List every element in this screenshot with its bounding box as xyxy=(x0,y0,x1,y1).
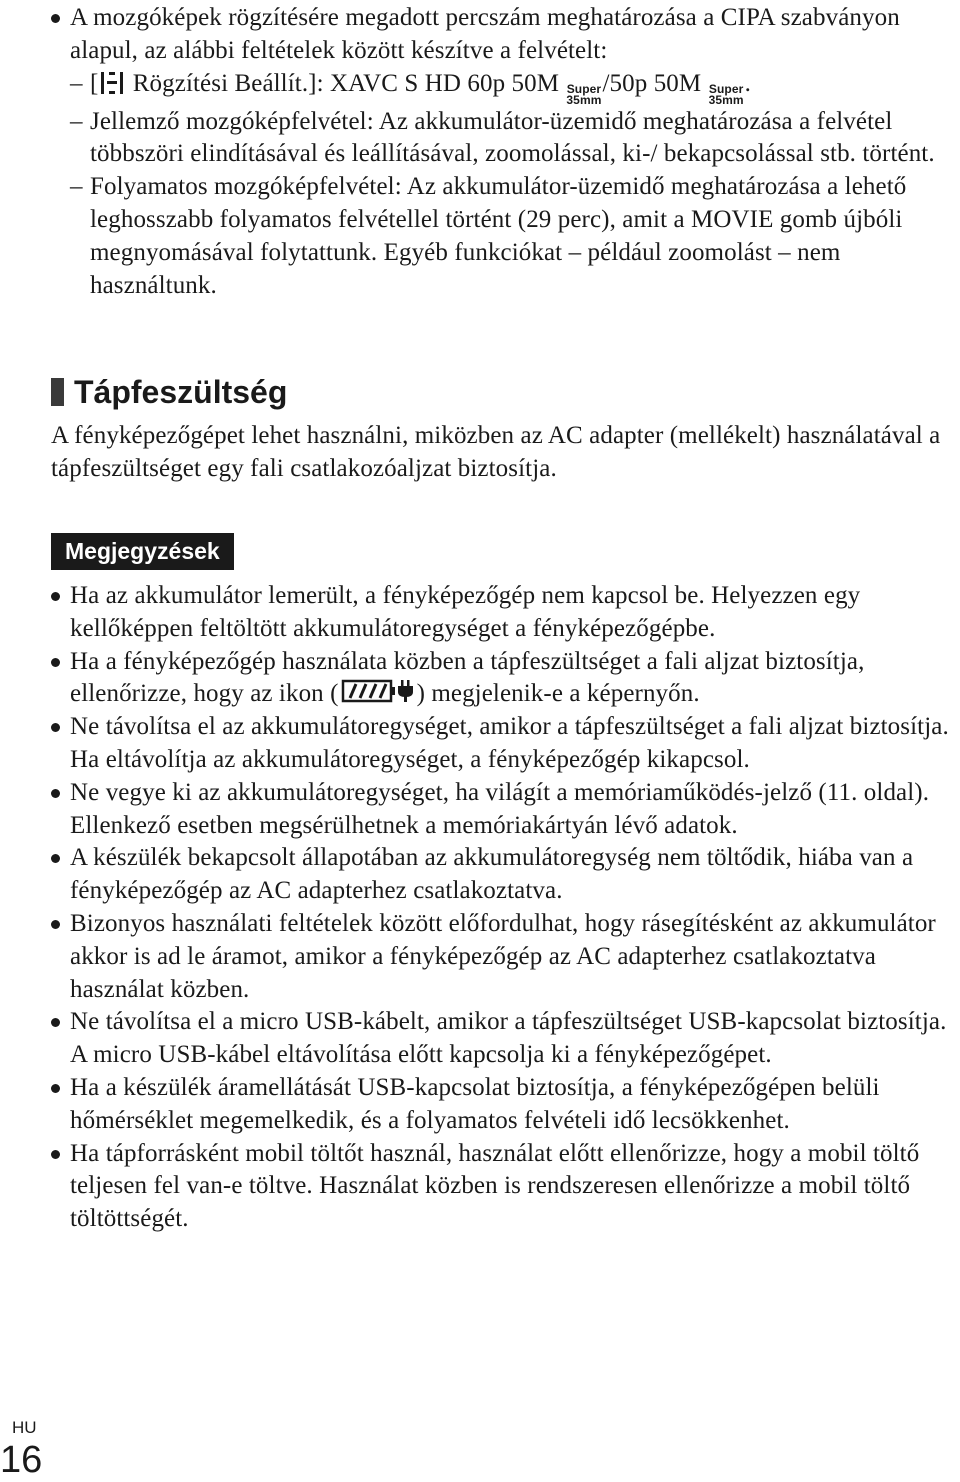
bracket-open: [ xyxy=(90,69,99,97)
note-item: Ne távolítsa el a micro USB-kábelt, amikor a tápfeszültséget USB-kapcsolat biztosítja. A micro USB-kábel eltávolítása előtt kapcsolja ki a fényképezőgépet. xyxy=(0,1006,960,1072)
dash-mark: – xyxy=(70,173,83,201)
dash-text: Jellemző mozgóképfelvétel: Az akkumulátor-üzemidő meghatározása a felvétel többszöri elindításával és leállításával, zoomolással, ki-/ bekapcsolással stb. történt. xyxy=(90,107,935,168)
page-number: 16 xyxy=(0,1439,43,1481)
movie-film-icon xyxy=(101,72,123,94)
note-item: Ne vegye ki az akkumulátoregységet, ha világít a memóriaműködés-jelző (11. oldal). Ellenkező esetben megsérülhetnek a memóriakártyán lévő adatok. xyxy=(0,777,960,843)
dash-item-continuous-recording xyxy=(0,171,960,302)
intro-block xyxy=(0,2,960,302)
battery-with-plug-icon xyxy=(341,678,415,704)
heading-marker-icon xyxy=(51,378,64,406)
note-item: Ha az akkumulátor lemerült, a fényképezőgép nem kapcsol be. Helyezzen egy kellőképpen feltöltött akkumulátoregységet a fényképezőgépbe. xyxy=(0,580,960,646)
language-code: HU xyxy=(12,1418,37,1437)
dash-mark: – xyxy=(70,107,83,135)
setting-mid: /50p 50M xyxy=(602,69,708,97)
note-item: A készülék bekapcsolt állapotában az akkumulátoregység nem töltődik, hiába van a fényképezőgép az AC adapterhez csatlakoztatva. xyxy=(0,842,960,908)
section-paragraph: A fényképezőgépet lehet használni, miközben az AC adapter (mellékelt) használatával a tápfeszültséget egy fali csatlakozóaljzat biztosítja. xyxy=(51,422,941,482)
note-item: Bizonyos használati feltételek között előfordulhat, hogy rásegítésként az akkumulátor akkor is ad le áramot, amikor a fényképezőgép az AC adapterhez csatlakoztatva használat közben. xyxy=(0,908,960,1006)
section-heading-text: Tápfeszültség xyxy=(74,374,288,410)
intro-bullet xyxy=(0,2,960,68)
dash-item-typical-recording xyxy=(0,106,960,172)
super35mm-icon: Super 35mm xyxy=(708,81,744,107)
section-heading xyxy=(51,372,287,412)
note-item: Ha a készülék áramellátását USB-kapcsolat biztosítja, a fényképezőgépen belüli hőmérséklet megemelkedik, és a folyamatos felvételi idő lecsökkenhet. xyxy=(0,1072,960,1138)
super35mm-icon: Super 35mm xyxy=(566,81,602,107)
dash-text: Folyamatos mozgóképfelvétel: Az akkumulátor-üzemidő meghatározása a lehető leghosszabb folyamatos felvétellel történt (29 perc), amit a MOVIE gomb újbóli megnyomásával folytattunk. Egyéb funkciókat – például zoomolást – nem használtunk. xyxy=(90,173,907,299)
setting-label: Rögzítési Beállít.]: XAVC S HD 60p 50M xyxy=(126,69,566,97)
dash-mark: – xyxy=(70,69,83,97)
note-item: Ha tápforrásként mobil töltőt használ, használat előtt ellenőrizze, hogy a mobil töltő teljesen fel van-e töltve. Használat közben is rendszeresen ellenőrizze a mobil töltő töltöttségét. xyxy=(0,1138,960,1236)
note-item: Ne távolítsa el az akkumulátoregységet, amikor a tápfeszültséget a fali aljzat biztosítja. Ha eltávolítja az akkumulátoregységet, a fényképezőgép kikapcsol. xyxy=(0,711,960,777)
intro-bullet-text: A mozgóképek rögzítésére megadott percszám meghatározása a CIPA szabványon alapul, az alábbi feltételek között készítve a felvételt: xyxy=(70,4,900,64)
setting-end: . xyxy=(744,69,752,97)
notes-list xyxy=(0,580,960,1236)
dash-item-recording-setting xyxy=(0,68,960,106)
note-item-with-icon: Ha a fényképezőgép használata közben a tápfeszültséget a fali aljzat biztosítja, ellenőrizze, hogy az ikon ( ) megjelenik-e a képernyőn. xyxy=(0,646,960,712)
notes-label: Megjegyzések xyxy=(51,533,234,570)
